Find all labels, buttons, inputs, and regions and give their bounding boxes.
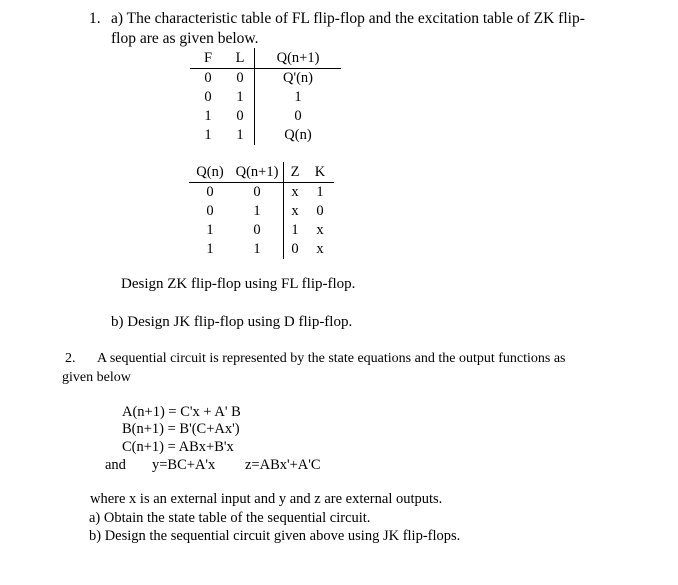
q1-number: 1.	[89, 10, 101, 27]
fl-cell: 0	[204, 89, 212, 105]
zk-header-z: Z	[284, 162, 307, 183]
table-row	[189, 183, 334, 203]
fl-cell: 1	[294, 89, 302, 105]
zk-cell: x	[316, 222, 324, 238]
zk-cell: 0	[206, 184, 214, 200]
zk-cell: 1	[316, 184, 324, 200]
fl-cell: 1	[204, 108, 212, 124]
q2-intro-line1: A sequential circuit is represented by the state equations and the output functions as	[97, 351, 566, 366]
zk-header-k: K	[306, 162, 334, 183]
zk-header-qn1: Q(n+1)	[231, 162, 284, 183]
table-row	[190, 88, 341, 107]
zk-cell: 0	[291, 241, 299, 257]
zk-header-qn: Q(n)	[189, 162, 231, 183]
table-row	[190, 126, 341, 145]
state-equation-c: C(n+1) = ABx+B'x	[122, 439, 234, 455]
zk-cell: x	[291, 203, 299, 219]
fl-cell: 0	[204, 70, 212, 86]
table-row	[189, 221, 334, 240]
zk-table-header	[189, 162, 334, 183]
fl-header-qn1: Q(n+1)	[255, 48, 342, 69]
fl-cell: 0	[226, 107, 255, 126]
fl-table-header	[190, 48, 341, 69]
table-row	[190, 69, 341, 89]
fl-header-l: L	[226, 48, 255, 69]
fl-cell: 0	[294, 108, 302, 124]
and-word: and	[105, 457, 126, 473]
table-row	[189, 240, 334, 259]
zk-cell: x	[316, 241, 324, 257]
q2-part-b: b) Design the sequential circuit given above using JK flip-flops.	[89, 528, 461, 544]
q2-number: 2.	[65, 351, 76, 366]
zk-cell: 1	[206, 222, 214, 238]
fl-cell: 1	[226, 126, 255, 145]
zk-cell: 0	[206, 203, 214, 219]
zk-cell: 0	[231, 221, 284, 240]
state-equation-b: B(n+1) = B'(C+Ax')	[122, 421, 240, 437]
fl-cell: Q'(n)	[283, 70, 313, 86]
table-row	[190, 107, 341, 126]
fl-header-f: F	[190, 48, 226, 69]
q2-intro-line2: given below	[62, 370, 131, 385]
zk-cell: 1	[231, 202, 284, 221]
q1-part-a-line1: a) The characteristic table of FL flip-flop and the excitation table of ZK flip-	[111, 10, 585, 27]
q1-part-a-line2: flop are as given below.	[111, 30, 259, 47]
q1-part-b: b) Design JK flip-flop using D flip-flop.	[111, 314, 353, 330]
fl-characteristic-table	[190, 48, 341, 145]
q2-where-text: where x is an external input and y and z are external outputs.	[90, 491, 443, 507]
zk-cell: 1	[231, 240, 284, 259]
zk-cell: 1	[291, 222, 299, 238]
fl-cell: 1	[226, 88, 255, 107]
state-equation-a: A(n+1) = C'x + A' B	[122, 404, 241, 420]
zk-cell: 1	[206, 241, 214, 257]
fl-cell: 0	[226, 69, 255, 89]
output-equation-y: y=BC+A'x	[152, 457, 216, 473]
zk-cell: x	[291, 184, 299, 200]
zk-excitation-table	[189, 162, 334, 259]
zk-cell: 0	[316, 203, 324, 219]
q2-part-a: a) Obtain the state table of the sequential circuit.	[89, 510, 371, 526]
zk-cell: 0	[231, 183, 284, 203]
fl-cell: Q(n)	[284, 127, 312, 143]
table-row	[189, 202, 334, 221]
q1-design-zk: Design ZK flip-flop using FL flip-flop.	[121, 276, 356, 292]
fl-cell: 1	[204, 127, 212, 143]
output-equation-z: z=ABx'+A'C	[245, 457, 321, 473]
